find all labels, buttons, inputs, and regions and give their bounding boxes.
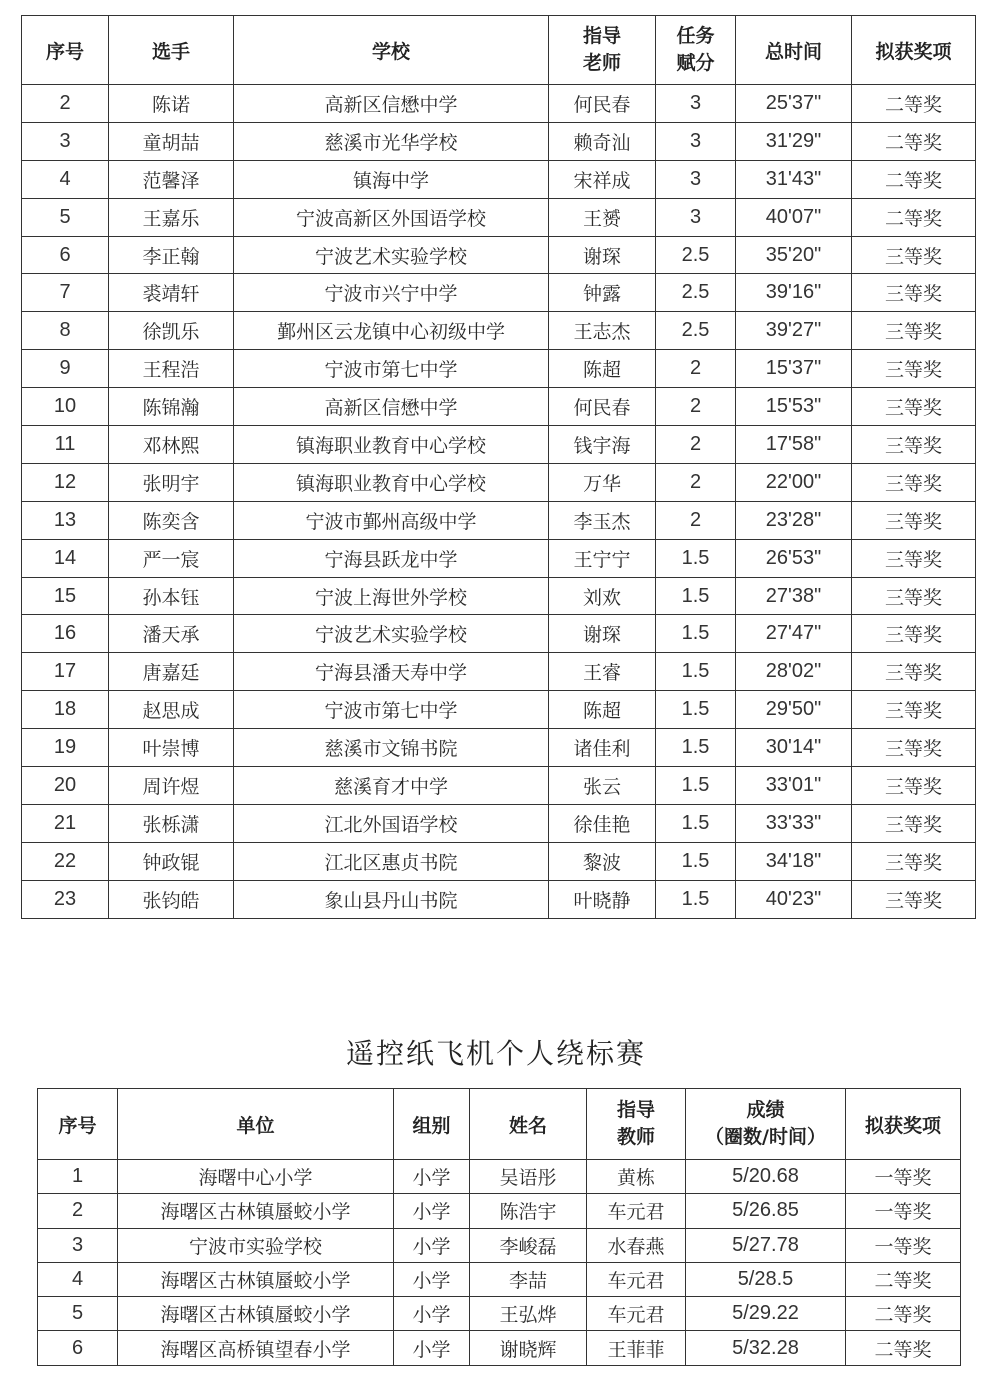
cell-player: 潘天承 [109, 615, 234, 653]
cell-player: 钟政锟 [109, 842, 234, 880]
cell-school: 宁波艺术实验学校 [234, 236, 549, 274]
cell-school: 慈溪市光华学校 [234, 122, 549, 160]
cell-group: 小学 [394, 1228, 470, 1262]
cell-seq: 19 [22, 729, 109, 767]
cell-name: 李喆 [470, 1262, 587, 1296]
cell-seq: 2 [22, 85, 109, 123]
cell-teacher: 赖奇汕 [549, 122, 656, 160]
cell-score: 2 [656, 501, 736, 539]
header-result [686, 1089, 846, 1160]
cell-score: 3 [656, 85, 736, 123]
cell-player: 严一宸 [109, 539, 234, 577]
cell-seq: 3 [38, 1228, 118, 1262]
cell-seq: 12 [22, 463, 109, 501]
cell-time: 15'53" [736, 388, 852, 426]
cell-award: 一等奖 [846, 1194, 961, 1228]
table-row [22, 426, 976, 464]
header-seq: 序号 [22, 16, 109, 85]
cell-school: 象山县丹山书院 [234, 880, 549, 918]
header-time: 总时间 [736, 16, 852, 85]
cell-time: 35'20" [736, 236, 852, 274]
cell-group: 小学 [394, 1331, 470, 1365]
cell-time: 25'37" [736, 85, 852, 123]
cell-seq: 13 [22, 501, 109, 539]
cell-score: 1.5 [656, 691, 736, 729]
cell-seq: 9 [22, 350, 109, 388]
cell-score: 2.5 [656, 312, 736, 350]
cell-time: 17'58" [736, 426, 852, 464]
cell-score: 1.5 [656, 577, 736, 615]
cell-score: 1.5 [656, 804, 736, 842]
cell-award: 三等奖 [852, 236, 976, 274]
cell-award: 三等奖 [852, 388, 976, 426]
table-row [38, 1297, 961, 1331]
cell-result: 5/28.5 [686, 1262, 846, 1296]
table-1-header-row [22, 16, 976, 85]
cell-result: 5/20.68 [686, 1160, 846, 1194]
cell-teacher: 张云 [549, 767, 656, 805]
cell-name: 吴语彤 [470, 1160, 587, 1194]
cell-seq: 10 [22, 388, 109, 426]
table-row [22, 312, 976, 350]
cell-teacher: 刘欢 [549, 577, 656, 615]
cell-score: 2 [656, 463, 736, 501]
header-teacher-line2: 老师 [582, 52, 621, 74]
cell-time: 40'23" [736, 880, 852, 918]
cell-teacher: 万华 [549, 463, 656, 501]
table-row [22, 804, 976, 842]
cell-teacher: 陈超 [549, 350, 656, 388]
table-row [38, 1228, 961, 1262]
cell-school: 江北外国语学校 [234, 804, 549, 842]
table-row [22, 880, 976, 918]
cell-time: 28'02" [736, 653, 852, 691]
cell-seq: 4 [22, 160, 109, 198]
cell-time: 40'07" [736, 198, 852, 236]
cell-seq: 23 [22, 880, 109, 918]
cell-seq: 3 [22, 122, 109, 160]
cell-teacher: 王睿 [549, 653, 656, 691]
cell-award: 三等奖 [852, 426, 976, 464]
cell-name: 谢晓辉 [470, 1331, 587, 1365]
cell-school: 鄞州区云龙镇中心初级中学 [234, 312, 549, 350]
header-result-line1: 成绩 [746, 1099, 785, 1122]
table-row [22, 501, 976, 539]
cell-seq: 15 [22, 577, 109, 615]
cell-group: 小学 [394, 1262, 470, 1296]
cell-school: 宁波艺术实验学校 [234, 615, 549, 653]
table-row [22, 767, 976, 805]
table-row [38, 1194, 961, 1228]
header-score-line2: 赋分 [676, 52, 715, 74]
cell-award: 一等奖 [846, 1228, 961, 1262]
cell-score: 2 [656, 388, 736, 426]
cell-player: 张明宇 [109, 463, 234, 501]
cell-seq: 6 [38, 1331, 118, 1365]
cell-teacher: 叶晓静 [549, 880, 656, 918]
cell-seq: 14 [22, 539, 109, 577]
table-row [22, 198, 976, 236]
cell-seq: 17 [22, 653, 109, 691]
cell-score: 1.5 [656, 539, 736, 577]
cell-award: 二等奖 [846, 1331, 961, 1365]
cell-time: 15'37" [736, 350, 852, 388]
cell-time: 29'50" [736, 691, 852, 729]
cell-school: 镇海职业教育中心学校 [234, 426, 549, 464]
cell-school: 高新区信懋中学 [234, 388, 549, 426]
cell-time: 26'53" [736, 539, 852, 577]
cell-school: 高新区信懋中学 [234, 85, 549, 123]
header-teacher-line1: 指导 [582, 25, 621, 48]
cell-seq: 22 [22, 842, 109, 880]
table-row [22, 350, 976, 388]
cell-award: 二等奖 [846, 1297, 961, 1331]
cell-score: 3 [656, 160, 736, 198]
cell-player: 范馨泽 [109, 160, 234, 198]
cell-award: 三等奖 [852, 767, 976, 805]
cell-seq: 1 [38, 1160, 118, 1194]
cell-seq: 21 [22, 804, 109, 842]
cell-award: 三等奖 [852, 804, 976, 842]
cell-unit: 海曙中心小学 [118, 1160, 394, 1194]
cell-teacher: 谢琛 [549, 236, 656, 274]
cell-time: 31'43" [736, 160, 852, 198]
table-row [38, 1262, 961, 1296]
cell-time: 30'14" [736, 729, 852, 767]
cell-seq: 5 [38, 1297, 118, 1331]
cell-award: 三等奖 [852, 577, 976, 615]
cell-seq: 18 [22, 691, 109, 729]
cell-name: 李峻磊 [470, 1228, 587, 1262]
cell-time: 27'47" [736, 615, 852, 653]
cell-player: 周许煜 [109, 767, 234, 805]
table-row [22, 85, 976, 123]
cell-time: 39'16" [736, 274, 852, 312]
cell-seq: 5 [22, 198, 109, 236]
table-2-body [38, 1160, 961, 1366]
header-result-line2: （圈数/时间） [705, 1126, 826, 1148]
header-teacher [549, 16, 656, 85]
cell-player: 童胡喆 [109, 122, 234, 160]
cell-seq: 4 [38, 1262, 118, 1296]
cell-award: 三等奖 [852, 615, 976, 653]
cell-score: 3 [656, 198, 736, 236]
cell-player: 赵思成 [109, 691, 234, 729]
cell-award: 三等奖 [852, 842, 976, 880]
cell-award: 一等奖 [846, 1160, 961, 1194]
cell-award: 三等奖 [852, 539, 976, 577]
cell-award: 三等奖 [852, 350, 976, 388]
cell-award: 三等奖 [852, 312, 976, 350]
cell-teacher: 王菲菲 [587, 1331, 686, 1365]
table-row [22, 539, 976, 577]
cell-teacher: 车元君 [587, 1194, 686, 1228]
cell-score: 2 [656, 426, 736, 464]
cell-school: 慈溪市文锦书院 [234, 729, 549, 767]
cell-time: 33'01" [736, 767, 852, 805]
cell-score: 1.5 [656, 615, 736, 653]
header-player: 选手 [109, 16, 234, 85]
cell-seq: 11 [22, 426, 109, 464]
header-score [656, 16, 736, 85]
table-row [22, 729, 976, 767]
cell-award: 三等奖 [852, 729, 976, 767]
cell-teacher: 徐佳艳 [549, 804, 656, 842]
cell-time: 33'33" [736, 804, 852, 842]
cell-school: 慈溪育才中学 [234, 767, 549, 805]
cell-school: 宁海县跃龙中学 [234, 539, 549, 577]
cell-player: 李正翰 [109, 236, 234, 274]
cell-time: 22'00" [736, 463, 852, 501]
cell-name: 陈浩宇 [470, 1194, 587, 1228]
cell-result: 5/27.78 [686, 1228, 846, 1262]
cell-player: 陈奕含 [109, 501, 234, 539]
header-award: 拟获奖项 [846, 1089, 961, 1160]
cell-teacher: 王赟 [549, 198, 656, 236]
cell-school: 宁波上海世外学校 [234, 577, 549, 615]
cell-player: 张钧皓 [109, 880, 234, 918]
cell-teacher: 李玉杰 [549, 501, 656, 539]
table-row [22, 691, 976, 729]
cell-teacher: 黎波 [549, 842, 656, 880]
table-row [22, 577, 976, 615]
table-row [22, 653, 976, 691]
cell-seq: 8 [22, 312, 109, 350]
cell-name: 王弘烨 [470, 1297, 587, 1331]
results-table-1 [21, 15, 976, 919]
table-row [22, 274, 976, 312]
cell-score: 1.5 [656, 880, 736, 918]
cell-score: 1.5 [656, 729, 736, 767]
cell-school: 江北区惠贞书院 [234, 842, 549, 880]
cell-group: 小学 [394, 1297, 470, 1331]
header-teacher [587, 1089, 686, 1160]
table-row [38, 1331, 961, 1365]
cell-result: 5/26.85 [686, 1194, 846, 1228]
table-row [22, 388, 976, 426]
table-2-header-row [38, 1089, 961, 1160]
header-score-line1: 任务 [676, 25, 715, 48]
cell-teacher: 黄栋 [587, 1160, 686, 1194]
cell-player: 王程浩 [109, 350, 234, 388]
cell-school: 宁波市第七中学 [234, 350, 549, 388]
cell-award: 二等奖 [852, 85, 976, 123]
cell-time: 23'28" [736, 501, 852, 539]
cell-player: 张栎潇 [109, 804, 234, 842]
results-table-2 [37, 1088, 961, 1366]
cell-player: 徐凯乐 [109, 312, 234, 350]
cell-player: 邓林熙 [109, 426, 234, 464]
cell-teacher: 钱宇海 [549, 426, 656, 464]
cell-unit: 海曙区高桥镇望春小学 [118, 1331, 394, 1365]
cell-score: 2 [656, 350, 736, 388]
cell-award: 三等奖 [852, 463, 976, 501]
cell-award: 二等奖 [846, 1262, 961, 1296]
header-teacher-line2: 教师 [616, 1126, 655, 1148]
cell-teacher: 王志杰 [549, 312, 656, 350]
table-row [22, 160, 976, 198]
cell-seq: 16 [22, 615, 109, 653]
cell-group: 小学 [394, 1160, 470, 1194]
cell-score: 1.5 [656, 842, 736, 880]
cell-seq: 2 [38, 1194, 118, 1228]
cell-unit: 海曙区古林镇蜃蛟小学 [118, 1297, 394, 1331]
cell-unit: 海曙区古林镇蜃蛟小学 [118, 1262, 394, 1296]
cell-player: 叶崇博 [109, 729, 234, 767]
header-award: 拟获奖项 [852, 16, 976, 85]
table-row [22, 615, 976, 653]
cell-school: 宁波市第七中学 [234, 691, 549, 729]
cell-score: 2.5 [656, 236, 736, 274]
table-1-body [22, 85, 976, 919]
cell-group: 小学 [394, 1194, 470, 1228]
cell-unit: 海曙区古林镇蜃蛟小学 [118, 1194, 394, 1228]
section-title: 遥控纸飞机个人绕标赛 [345, 1037, 646, 1070]
cell-score: 2.5 [656, 274, 736, 312]
cell-score: 3 [656, 122, 736, 160]
cell-teacher: 何民春 [549, 85, 656, 123]
cell-seq: 7 [22, 274, 109, 312]
cell-teacher: 水春燕 [587, 1228, 686, 1262]
header-name: 姓名 [470, 1089, 587, 1160]
table-row [22, 236, 976, 274]
cell-score: 1.5 [656, 653, 736, 691]
table-row [22, 122, 976, 160]
cell-player: 裘靖轩 [109, 274, 234, 312]
cell-teacher: 车元君 [587, 1297, 686, 1331]
cell-score: 1.5 [656, 767, 736, 805]
header-school: 学校 [234, 16, 549, 85]
cell-teacher: 谢琛 [549, 615, 656, 653]
cell-school: 镇海职业教育中心学校 [234, 463, 549, 501]
cell-result: 5/32.28 [686, 1331, 846, 1365]
header-seq: 序号 [38, 1089, 118, 1160]
cell-award: 二等奖 [852, 160, 976, 198]
cell-time: 39'27" [736, 312, 852, 350]
cell-teacher: 诸佳利 [549, 729, 656, 767]
cell-school: 宁波市兴宁中学 [234, 274, 549, 312]
table-row [22, 463, 976, 501]
cell-school: 宁波高新区外国语学校 [234, 198, 549, 236]
cell-award: 三等奖 [852, 880, 976, 918]
cell-player: 陈诺 [109, 85, 234, 123]
cell-player: 陈锦瀚 [109, 388, 234, 426]
cell-award: 三等奖 [852, 501, 976, 539]
cell-teacher: 何民春 [549, 388, 656, 426]
cell-time: 34'18" [736, 842, 852, 880]
cell-school: 镇海中学 [234, 160, 549, 198]
cell-unit: 宁波市实验学校 [118, 1228, 394, 1262]
cell-school: 宁波市鄞州高级中学 [234, 501, 549, 539]
cell-award: 二等奖 [852, 122, 976, 160]
cell-seq: 6 [22, 236, 109, 274]
cell-player: 孙本钰 [109, 577, 234, 615]
cell-teacher: 陈超 [549, 691, 656, 729]
header-unit: 单位 [118, 1089, 394, 1160]
cell-result: 5/29.22 [686, 1297, 846, 1331]
cell-award: 二等奖 [852, 198, 976, 236]
cell-teacher: 王宁宁 [549, 539, 656, 577]
cell-time: 27'38" [736, 577, 852, 615]
cell-award: 三等奖 [852, 274, 976, 312]
cell-teacher: 车元君 [587, 1262, 686, 1296]
header-teacher-line1: 指导 [616, 1099, 655, 1122]
cell-award: 三等奖 [852, 691, 976, 729]
cell-player: 唐嘉廷 [109, 653, 234, 691]
cell-player: 王嘉乐 [109, 198, 234, 236]
cell-award: 三等奖 [852, 653, 976, 691]
cell-teacher: 宋祥成 [549, 160, 656, 198]
cell-time: 31'29" [736, 122, 852, 160]
table-row [38, 1160, 961, 1194]
cell-seq: 20 [22, 767, 109, 805]
header-group: 组别 [394, 1089, 470, 1160]
cell-teacher: 钟露 [549, 274, 656, 312]
cell-school: 宁海县潘天寿中学 [234, 653, 549, 691]
table-row [22, 842, 976, 880]
